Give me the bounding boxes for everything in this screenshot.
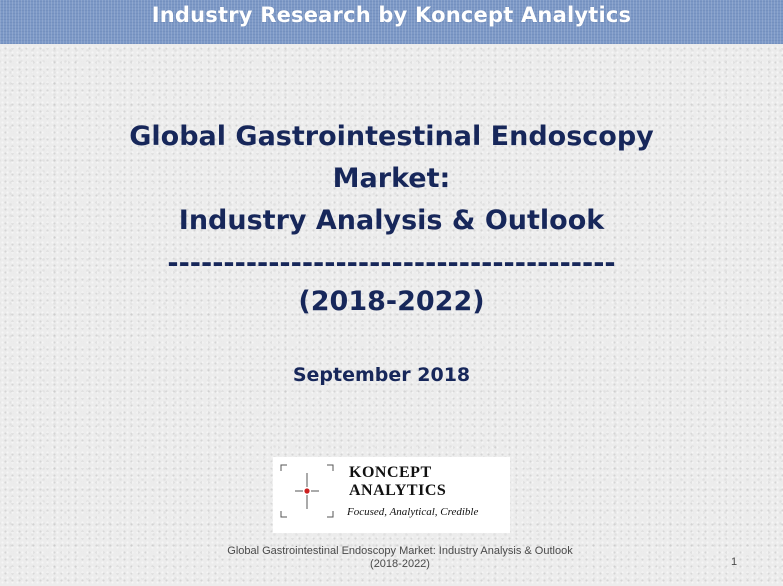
slide-footer <box>180 545 620 571</box>
title-line-1: Global Gastrointestinal Endoscopy <box>129 121 654 152</box>
top-banner <box>0 0 783 44</box>
footer-line-1: Global Gastrointestinal Endoscopy Market: Industry Analysis & Outlook <box>227 545 573 557</box>
logo-name-line-2: ANALYTICS <box>349 482 447 499</box>
crosshair-logo-icon <box>279 463 335 519</box>
title-line-2: Market: <box>332 163 451 194</box>
title-line-3: Industry Analysis & Outlook <box>178 205 605 236</box>
logo-tagline: Focused, Analytical, Credible <box>347 506 479 518</box>
footer-line-2: (2018-2022) <box>370 558 430 570</box>
title-divider-dashes: ---------------------------------------- <box>167 248 616 279</box>
page-number: 1 <box>731 556 738 568</box>
title-years: (2018-2022) <box>298 286 485 317</box>
report-date: September 2018 <box>292 364 471 386</box>
logo-name-line-1: KONCEPT <box>349 464 432 481</box>
logo-wordmark <box>349 464 446 500</box>
banner-title: Industry Research by Koncept Analytics <box>151 3 632 27</box>
company-logo <box>273 457 510 533</box>
